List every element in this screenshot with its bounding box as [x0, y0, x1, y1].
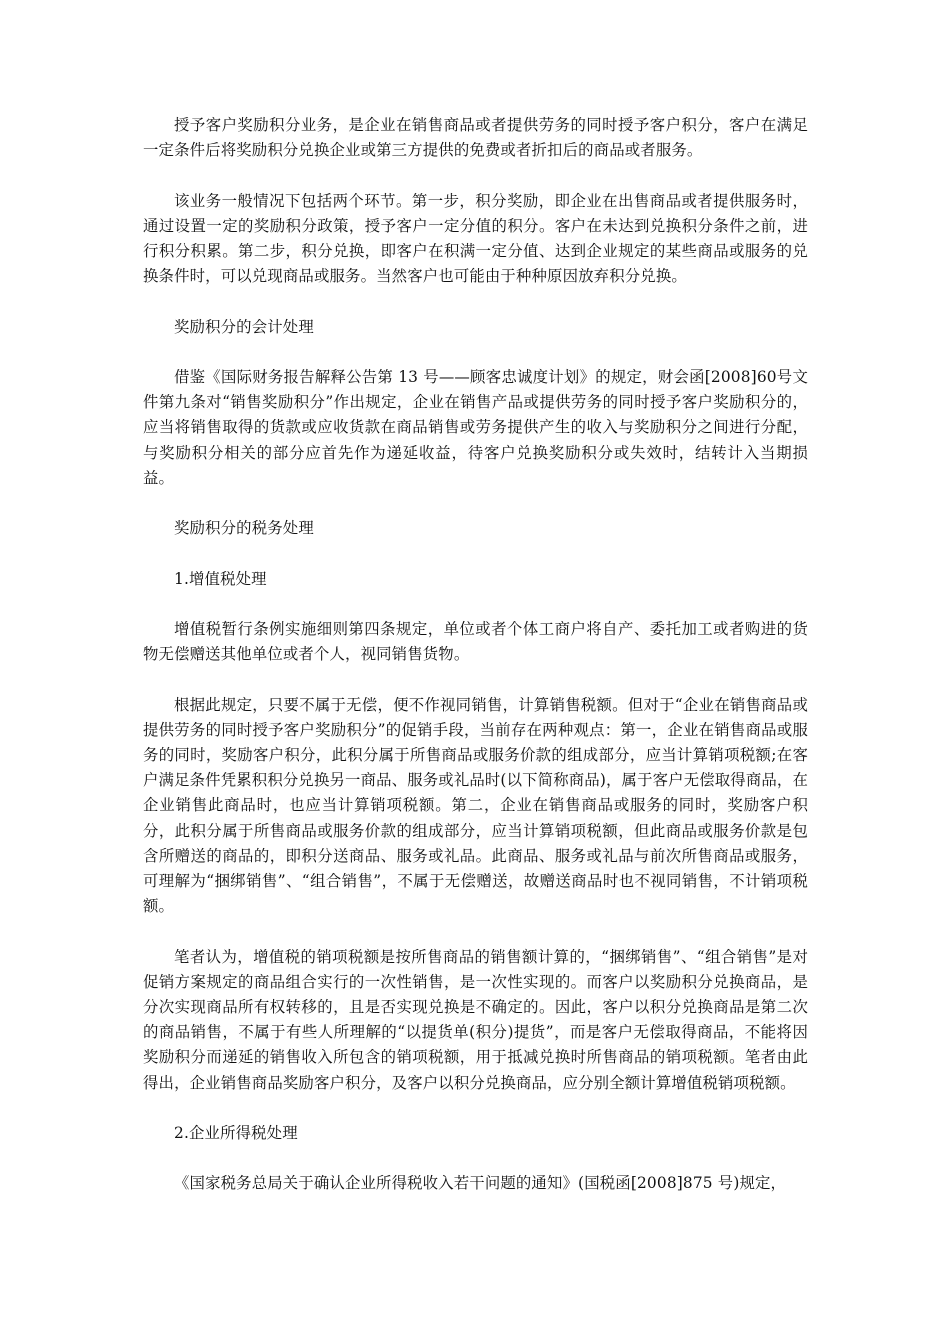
paragraph-vat-viewpoints: 根据此规定，只要不属于无偿，便不作视同销售，计算销售税额。但对于“企业在销售商品或提供劳务的同时授予客户奖励积分”的促销手段，当前存在两种观点：第一，企业在销售商品或服务的同时，奖励客户积分，此积分属于所售商品或服务价款的组成部分，应当计算销项税额;在客户满足条件凭累积积分兑换另一商品、服务或礼品时(以下简称商品)，属于客户无偿取得商品，在企业销售此商品时，也应当计算销项税额。第二，企业在销售商品或服务的同时，奖励客户积分，此积分属于所售商品或服务价款的组成部分，应当计算销项税额，但此商品或服务价款是包含所赠送的商品的，即积分送商品、服务或礼品。此商品、服务或礼品与前次所售商品或服务，可理解为“捆绑销售”、“组合销售”，不属于无偿赠送，故赠送商品时也不视同销售，不计销项税额。: [143, 695, 809, 916]
paragraph-accounting-rule: 借鉴《国际财务报告解释公告第 13 号——顾客忠诚度计划》的规定，财会函[2008]60号文件第九条对“销售奖励积分”作出规定，企业在销售产品或提供劳务的同时授予客户奖励积分的，应当将销售取得的货款或应收货款在商品销售或劳务提供产生的收入与奖励积分之间进行分配，与奖励积分相关的部分应首先作为递延收益，待客户兑换奖励积分或失效时，结转计入当期损益。: [143, 367, 808, 487]
heading-income-tax-treatment: 2.企业所得税处理: [174, 1123, 298, 1142]
heading-vat-treatment: 1.增值税处理: [174, 569, 267, 588]
document-body: [143, 113, 808, 1222]
paragraph-intro: 授予客户奖励积分业务，是企业在销售商品或者提供劳务的同时授予客户积分，客户在满足一定条件后将奖励积分兑换企业或第三方提供的免费或者折扣后的商品或者服务。: [143, 116, 808, 160]
heading-tax-treatment: 奖励积分的税务处理: [174, 519, 314, 538]
paragraph-author-opinion: 笔者认为，增值税的销项税额是按所售商品的销售额计算的，“捆绑销售”、“组合销售”是对促销方案规定的商品组合实行的一次性销售，是一次性实现的。而客户以奖励积分兑换商品，是分次实现商品所有权转移的，且是否实现兑换是不确定的。因此，客户以积分兑换商品是第二次的商品销售，不属于有些人所理解的“以提货单(积分)提货”，而是客户无偿取得商品，不能将因奖励积分而递延的销售收入所包含的销项税额，用于抵减兑换时所售商品的销项税额。笔者由此得出，企业销售商品奖励客户积分，及客户以积分兑换商品，应分别全额计算增值税销项税额。: [143, 947, 808, 1092]
paragraph-two-steps: 该业务一般情况下包括两个环节。第一步，积分奖励，即企业在出售商品或者提供服务时，通过设置一定的奖励积分政策，授予客户一定分值的积分。客户在未达到兑换积分条件之前，进行积分积累。第二步，积分兑换，即客户在积满一定分值、达到企业规定的某些商品或服务的兑换条件时，可以兑现商品或服务。当然客户也可能由于种种原因放弃积分兑换。: [143, 191, 808, 286]
paragraph-vat-rule: 增值税暂行条例实施细则第四条规定，单位或者个体工商户将自产、委托加工或者购进的货物无偿赠送其他单位或者个人，视同销售货物。: [143, 619, 808, 664]
heading-accounting-treatment: 奖励积分的会计处理: [174, 317, 314, 336]
paragraph-income-tax-notice: 《国家税务总局关于确认企业所得税收入若干问题的通知》(国税函[2008]875 号)规定，: [174, 1174, 787, 1193]
